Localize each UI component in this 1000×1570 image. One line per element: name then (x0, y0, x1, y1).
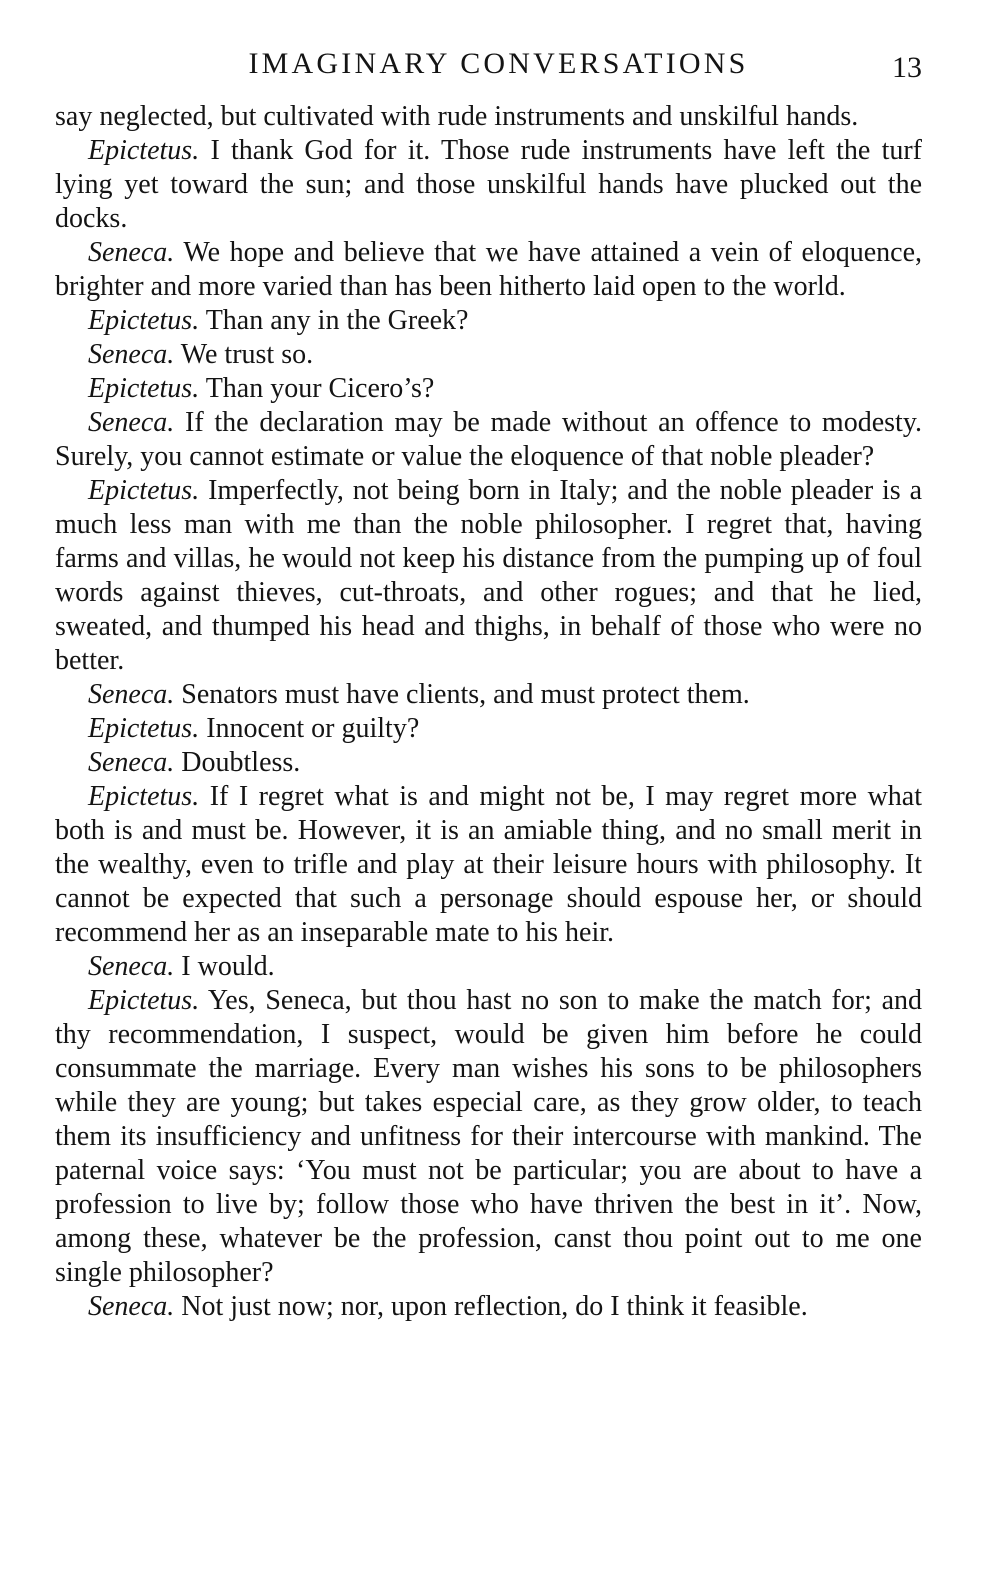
paragraph (55, 304, 922, 338)
speaker-name: Epictetus. (88, 135, 200, 166)
paragraph (55, 678, 922, 712)
speaker-name: Seneca. (88, 679, 175, 710)
paragraph-text: Senators must have clients, and must protect them. (181, 679, 750, 710)
paragraph-text: We hope and believe that we have attained a vein of eloquence, brighter and more varied than has been hitherto laid open to the world. (55, 237, 922, 302)
speaker-name: Seneca. (88, 747, 175, 778)
speaker-name: Seneca. (88, 951, 175, 982)
paragraph-text: Doubtless. (181, 747, 301, 778)
page-number: 13 (892, 51, 922, 84)
paragraph-text: I thank God for it. Those rude instruments have left the turf lying yet toward the sun; and those unskilful hands have plucked out the docks. (55, 135, 922, 234)
paragraph (55, 406, 922, 474)
speaker-name: Epictetus. (88, 475, 200, 506)
paragraph-text: If I regret what is and might not be, I may regret more what both is and must be. However, it is an amiable thing, and no small merit in the wealthy, even to trifle and play at their leisure hours with philosophy. It cannot be expected that such a personage should espouse her, or should recommend her as an inseparable mate to his heir. (55, 781, 923, 948)
speaker-name: Seneca. (88, 407, 175, 438)
book-page (55, 38, 922, 1324)
paragraph (55, 338, 922, 372)
paragraph (55, 780, 922, 950)
paragraph (55, 372, 922, 406)
paragraph (55, 100, 922, 134)
paragraph (55, 746, 922, 780)
speaker-name: Epictetus. (88, 305, 200, 336)
running-title: IMAGINARY CONVERSATIONS (248, 47, 749, 80)
speaker-name: Epictetus. (88, 713, 200, 744)
paragraph (55, 236, 922, 304)
paragraph (55, 712, 922, 746)
speaker-name: Seneca. (88, 237, 175, 268)
paragraph-text: If the declaration may be made without an offence to modesty. Surely, you cannot estimate or value the eloquence of that noble pleader? (55, 407, 923, 472)
paragraph (55, 984, 922, 1290)
paragraph (55, 134, 922, 236)
speaker-name: Epictetus. (88, 985, 200, 1016)
paragraph (55, 474, 922, 678)
paragraph (55, 1290, 922, 1324)
body-text (55, 100, 922, 1324)
paragraph-text: I would. (181, 951, 275, 982)
paragraph-text: Yes, Seneca, but thou hast no son to make the match for; and thy recommendation, I suspect, would be given him before he could consummate the marriage. Every man wishes his sons to be philosophers while they are young; but takes especial care, as they grow older, to teach them its insufficiency and unfitness for their intercourse with mankind. The paternal voice says: ‘You must not be particular; you are about to have a profession to live by; follow those who have thriven the best in it’. Now, among these, whatever be the profession, canst thou point out to me one single philosopher? (55, 985, 922, 1288)
paragraph-text: We trust so. (180, 339, 314, 370)
paragraph (55, 950, 922, 984)
paragraph-text: Than any in the Greek? (205, 305, 469, 336)
speaker-name: Seneca. (88, 1291, 175, 1322)
paragraph-text: Not just now; nor, upon reflection, do I think it feasible. (181, 1291, 808, 1322)
paragraph-text: Innocent or guilty? (206, 713, 420, 744)
speaker-name: Epictetus. (88, 373, 200, 404)
speaker-name: Epictetus. (88, 781, 200, 812)
paragraph-text: Imperfectly, not being born in Italy; and the noble pleader is a much less man with me than the noble philosopher. I regret that, having farms and villas, he would not keep his distance from the pumping up of foul words against thieves, cut-throats, and other rogues; and that he lied, sweated, and thumped his head and thighs, in behalf of those who were no better. (55, 475, 922, 676)
paragraph-text: say neglected, but cultivated with rude instruments and unskilful hands. (55, 101, 859, 132)
speaker-name: Seneca. (88, 339, 175, 370)
page-header (55, 38, 922, 100)
paragraph-text: Than your Cicero’s? (205, 373, 435, 404)
